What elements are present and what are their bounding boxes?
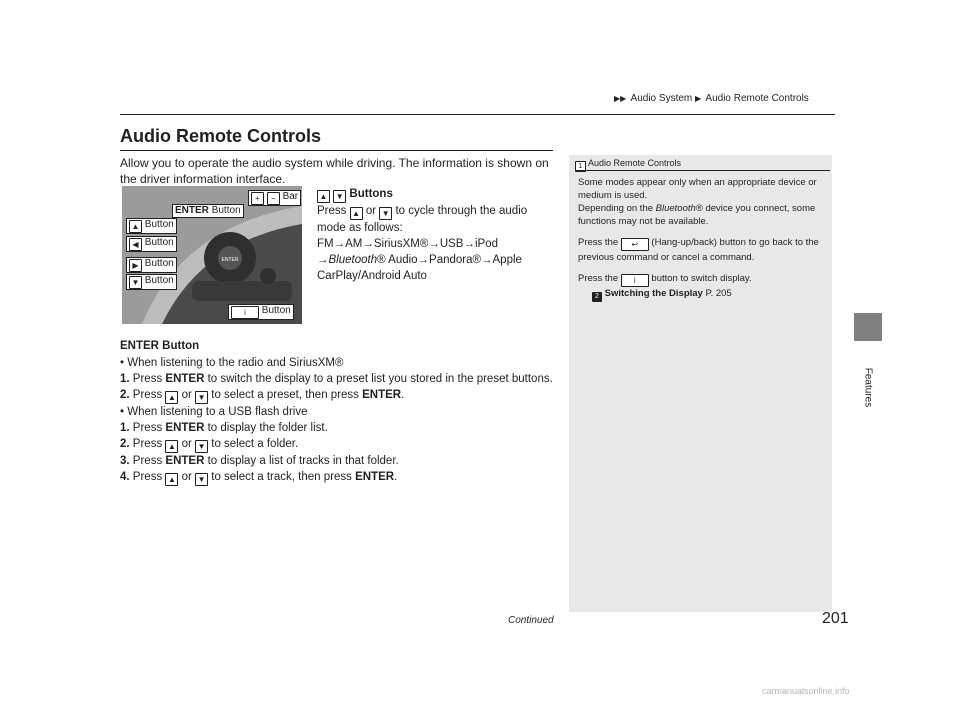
info-button-icon: i bbox=[621, 274, 649, 287]
down-key-icon: ▼ bbox=[333, 190, 346, 203]
page-title: Audio Remote Controls bbox=[120, 126, 321, 146]
figure-down-button-label: ▼ Button bbox=[126, 274, 177, 290]
note-rule bbox=[575, 170, 830, 171]
note-heading: 1 Audio Remote Controls bbox=[575, 158, 681, 172]
step-2: 2. Press ▲ or ▼ to select a preset, then press ENTER. bbox=[120, 389, 405, 402]
note-body bbox=[578, 176, 828, 302]
figure-enter-label: ENTER Button bbox=[172, 204, 244, 218]
page-number: 201 bbox=[822, 610, 849, 627]
breadcrumb-section[interactable]: Audio System bbox=[630, 93, 693, 104]
mode-sequence-1: FM→AM→SiriusXM®→USB→iPod bbox=[317, 238, 498, 250]
right-key-icon: ▶ bbox=[129, 259, 142, 272]
reference-marker-icon: 2 bbox=[592, 292, 602, 302]
buttons-heading: ▲ ▼ Buttons bbox=[317, 186, 552, 203]
mode-sequence-3: CarPlay/Android Auto bbox=[317, 270, 427, 282]
continued-label: Continued bbox=[508, 615, 554, 626]
header-rule bbox=[120, 114, 835, 115]
down-key-icon: ▼ bbox=[195, 473, 208, 486]
step-4: 2. Press ▲ or ▼ to select a folder. bbox=[120, 438, 299, 451]
down-key-icon: ▼ bbox=[195, 440, 208, 453]
mode-sequence-2: →Bluetooth® Audio→Pandora®→Apple bbox=[317, 254, 522, 266]
side-tab[interactable] bbox=[854, 313, 882, 341]
step-1: 1. Press ENTER to switch the display to a preset list you stored in the preset buttons. bbox=[120, 373, 553, 385]
up-key-icon: ▲ bbox=[129, 220, 142, 233]
watermark: carmanualsonline.info bbox=[762, 686, 850, 696]
figure-enter-text: ENTER bbox=[221, 257, 239, 263]
figure-bar-label: + − Bar bbox=[248, 190, 301, 206]
bullet-usb: • When listening to a USB flash drive bbox=[120, 406, 308, 418]
step-3: 1. Press ENTER to display the folder list. bbox=[120, 422, 328, 434]
step-6: 4. Press ▲ or ▼ to select a track, then press ENTER. bbox=[120, 471, 398, 484]
note-p4: Press the i button to switch display. bbox=[578, 273, 752, 285]
up-key-icon: ▲ bbox=[165, 473, 178, 486]
buttons-line-1: Press ▲ or ▼ to cycle through the audio mode as follows: bbox=[317, 205, 528, 234]
enter-steps bbox=[120, 355, 560, 486]
down-key-icon: ▼ bbox=[379, 207, 392, 220]
side-tab-label: Features bbox=[862, 367, 874, 408]
up-key-icon: ▲ bbox=[350, 207, 363, 220]
down-key-icon: ▼ bbox=[195, 391, 208, 404]
note-p2: Depending on the Bluetooth® device you connect, some functions may not be available. bbox=[578, 203, 816, 227]
note-reference[interactable]: 2 Switching the Display P. 205 bbox=[578, 287, 828, 302]
figure-info-button-label: i Button bbox=[228, 304, 294, 320]
up-key-icon: ▲ bbox=[165, 391, 178, 404]
buttons-description bbox=[317, 186, 552, 284]
up-key-icon: ▲ bbox=[317, 190, 330, 203]
breadcrumb-topic[interactable]: Audio Remote Controls bbox=[705, 93, 809, 104]
enter-button-heading: ENTER Button bbox=[120, 340, 200, 352]
note-marker-icon: 1 bbox=[575, 161, 586, 172]
figure-up-button-label: ▲ Button bbox=[126, 218, 177, 234]
steering-wheel-figure bbox=[122, 186, 302, 324]
info-button-icon: i bbox=[231, 306, 259, 319]
intro-text: Allow you to operate the audio system while driving. The information is shown on the driver information interface. bbox=[120, 156, 549, 186]
figure-right-button-label: ▶ Button bbox=[126, 257, 177, 273]
plus-key-icon: + bbox=[251, 192, 264, 205]
left-key-icon: ◀ bbox=[129, 238, 142, 251]
breadcrumb-separator-icon: ▶ bbox=[695, 94, 702, 103]
up-key-icon: ▲ bbox=[165, 440, 178, 453]
step-5: 3. Press ENTER to display a list of tracks in that folder. bbox=[120, 455, 399, 467]
bullet-radio: • When listening to the radio and SiriusXM® bbox=[120, 357, 344, 369]
hangup-back-icon: ↩ bbox=[621, 238, 649, 251]
down-key-icon: ▼ bbox=[129, 276, 142, 289]
figure-left-button-label: ◀ Button bbox=[126, 236, 177, 252]
note-p1: Some modes appear only when an appropriate device or medium is used. bbox=[578, 177, 817, 201]
breadcrumb-arrow-icon: ▶▶ bbox=[614, 94, 627, 103]
note-p3: Press the ↩ (Hang-up/back) button to go back to the previous command or cancel a command. bbox=[578, 237, 819, 263]
minus-key-icon: − bbox=[267, 192, 280, 205]
title-rule bbox=[120, 150, 553, 151]
breadcrumb bbox=[614, 93, 809, 104]
